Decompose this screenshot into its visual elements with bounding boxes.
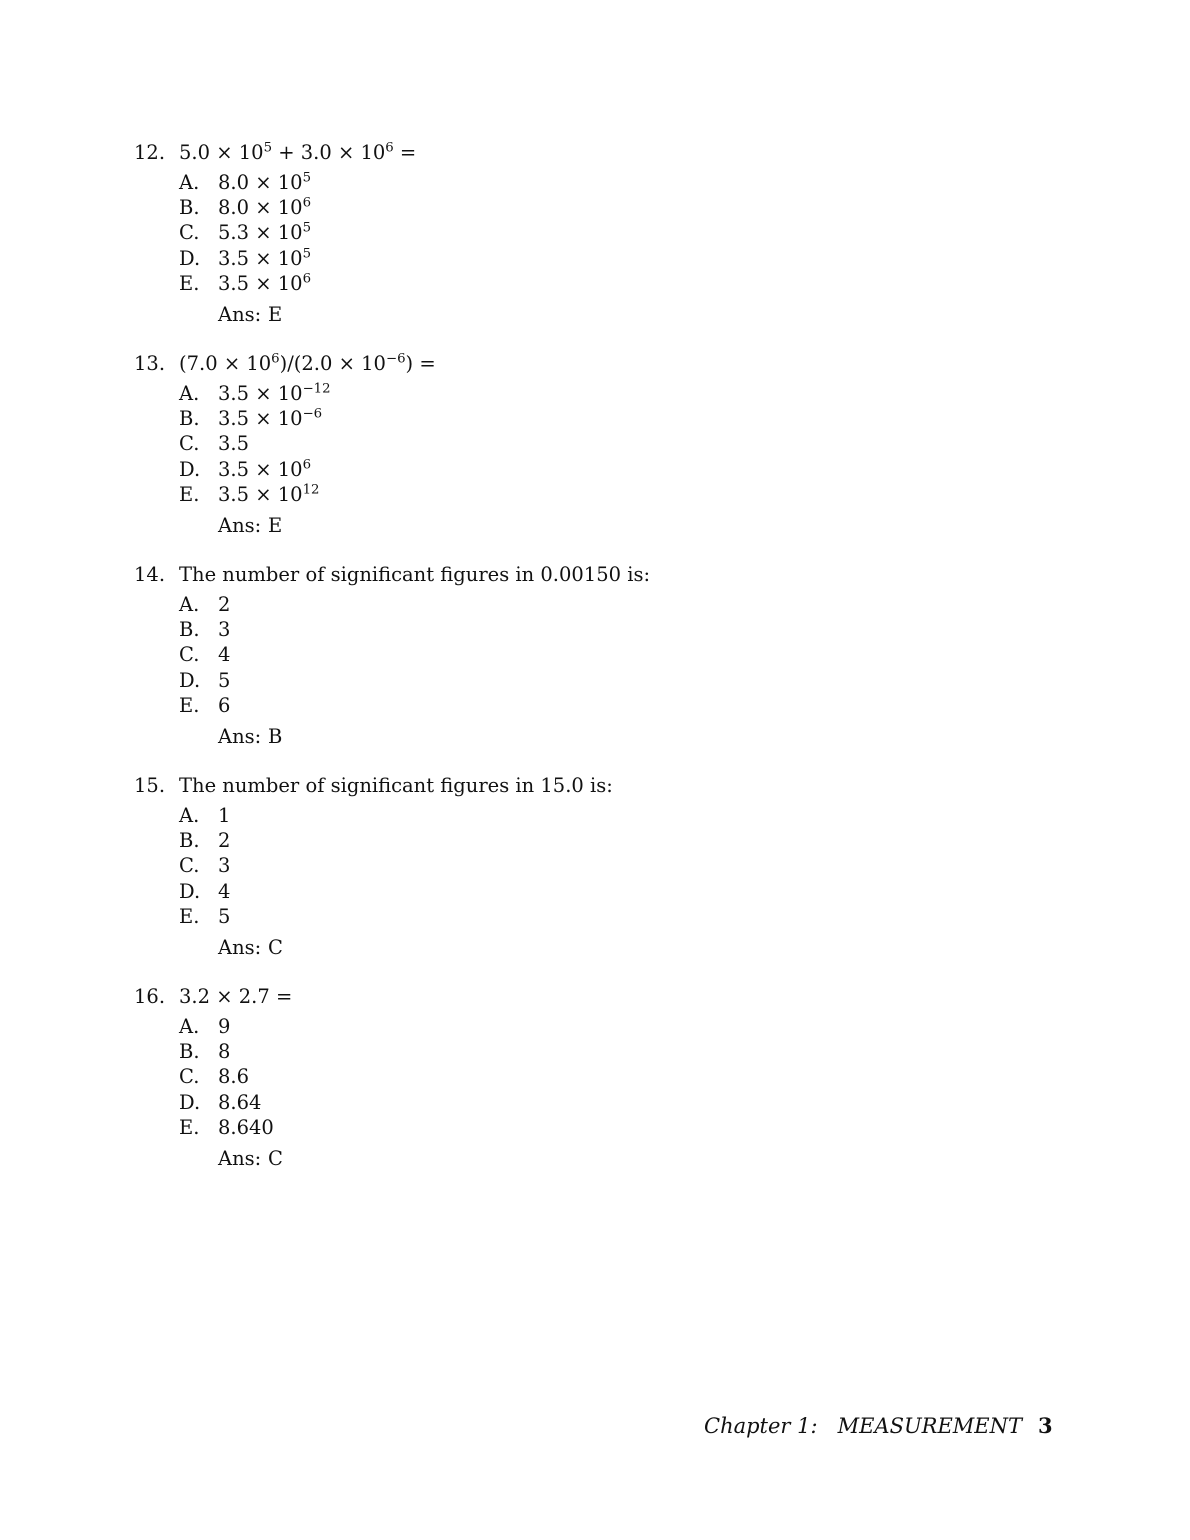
page-footer [704,1412,1053,1440]
question-number: 15. [134,774,166,797]
question-15 [134,773,1034,961]
answer-line [134,513,1034,539]
option-list [134,1014,1034,1140]
question-number: 16. [134,985,166,1008]
option-a: A. $3.5 \times 10^{-12}$ [179,381,331,405]
option-b: B. 2 [179,829,231,853]
question-stem [134,562,1034,588]
question-12 [134,140,1034,328]
option-c: C. 3.5 [179,432,250,456]
answer-value: C [268,935,283,959]
option-e: E. 5 [179,904,231,928]
answer-line [134,724,1034,750]
question-number: 14. [134,563,166,586]
question-stem [134,984,1034,1010]
option-d: D. 5 [179,668,231,692]
option-c: C. 8.6 [179,1065,250,1089]
option-a: A. $8.0 \times 10^5$ [179,170,311,194]
option-list [134,170,1034,296]
footer-title: MEASUREMENT [837,1414,1023,1438]
question-text: 3.2 × 2.7 = [179,985,293,1008]
answer-line [134,935,1034,961]
answer-label: Ans: [218,302,262,326]
option-e: E. $3.5 \times 10^6$ [179,271,311,295]
option-d: D. 4 [179,879,231,903]
option-d: D. 8.64 [179,1090,262,1114]
option-a: A. 1 [179,804,231,827]
option-b: B. 3 [179,618,231,642]
answer-line [134,302,1034,328]
question-number: 13. [134,352,166,375]
option-b: B. $8.0 \times 10^6$ [179,195,311,220]
answer-label: Ans: [218,1146,262,1170]
option-a: A. 2 [179,593,231,616]
option-b: B. $3.5 \times 10^{-6}$ [179,406,323,431]
question-text: The number of significant figures in 0.00150 is: [179,563,651,586]
footer-chapter: Chapter 1: [704,1414,818,1438]
question-text: The number of significant figures in 15.0 is: [179,774,613,797]
option-e: E. 6 [179,693,231,717]
question-text: $(7.0 \times 10^6)/(2.0 \times 10^{-6})$ = [179,351,436,375]
option-list [134,381,1034,507]
answer-label: Ans: [218,724,262,748]
option-d: D. $3.5 \times 10^5$ [179,246,311,270]
question-number: 12. [134,141,166,164]
answer-value: B [268,724,283,748]
option-a: A. 9 [179,1015,231,1038]
question-16 [134,984,1034,1172]
question-stem [134,140,1034,166]
option-list [134,592,1034,718]
question-14 [134,562,1034,750]
option-d: D. $3.5 \times 10^6$ [179,457,311,481]
option-c: C. 4 [179,643,231,667]
option-e: E. $3.5 \times 10^{12}$ [179,482,320,506]
option-e: E. 8.640 [179,1115,274,1139]
question-stem [134,773,1034,799]
option-c: C. 3 [179,854,231,878]
page-number: 3 [1038,1413,1053,1438]
question-13 [134,351,1034,539]
answer-value: E [268,513,283,537]
option-b: B. 8 [179,1040,231,1064]
option-c: C. $5.3 \times 10^5$ [179,221,311,245]
answer-line [134,1146,1034,1172]
answer-label: Ans: [218,513,262,537]
question-text: $5.0 \times 10^5 + 3.0 \times 10^6$ = [179,140,417,164]
answer-label: Ans: [218,935,262,959]
answer-value: E [268,302,283,326]
question-stem [134,351,1034,377]
answer-value: C [268,1146,283,1170]
option-list [134,803,1034,929]
